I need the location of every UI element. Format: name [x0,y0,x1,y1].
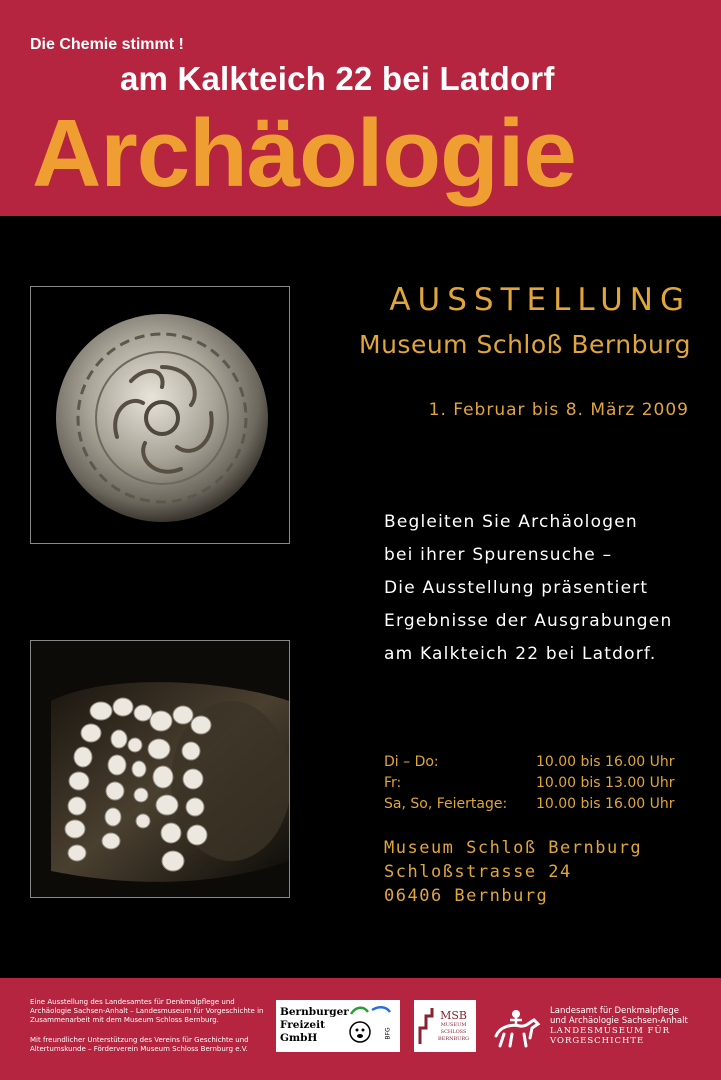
bfg-logo-line: GmbH [280,1032,318,1044]
page-title: Archäologie [32,100,576,207]
footer-support: Mit freundlicher Unterstützung des Vereins für Geschichte und Altertumskunde – Förderverein Museum Schloss Bernburg e.V. [30,1036,249,1053]
footer [0,978,721,1080]
msb-logo [414,1000,476,1052]
beads-photo [30,640,290,898]
subtitle: am Kalkteich 22 bei Latdorf [120,60,555,97]
description-line: bei ihrer Spurensuche – [384,545,613,565]
hours-time: 10.00 bis 16.00 Uhr [536,754,675,770]
msb-logo-line: MSB [440,1009,467,1022]
slogan: Die Chemie stimmt ! [30,36,184,53]
msb-logo-line: BERNBURG [438,1036,470,1042]
museum-name: Museum Schloß Bernburg [359,330,691,359]
address-line: Museum Schloß Bernburg [384,838,643,858]
msb-logo-line: MUSEUM [440,1022,467,1028]
lda-line: VORGESCHICHTE [550,1036,645,1046]
main-panel [0,216,721,978]
description-line: Die Ausstellung präsentiert [384,578,649,598]
hours-day: Di – Do: [384,754,439,770]
bfg-logo-line: Bernburger [280,1006,349,1018]
description-line: Ergebnisse der Ausgrabungen [384,611,673,631]
description-line: Begleiten Sie Archäologen [384,512,638,532]
footer-credit: Eine Ausstellung des Landesamtes für Denkmalpflege und Archäologie Sachsen-Anhalt – Landesmuseum für Vorgeschichte in Zusammenarbeit mit dem Museum Schloss Bernburg. [30,998,264,1024]
hours-time: 10.00 bis 16.00 Uhr [536,796,675,812]
lda-line: und Archäologie Sachsen-Anhalt [550,1016,688,1026]
exhibition-heading: AUSSTELLUNG [389,282,691,318]
bfg-logo [276,1000,400,1052]
bfg-tag: BFG [384,1027,392,1040]
hours-day: Fr: [384,775,402,791]
lda-line: LANDESMUSEUM FÜR [550,1026,670,1036]
msb-logo-line: SCHLOSS [440,1029,467,1035]
description-line: am Kalkteich 22 bei Latdorf. [384,644,657,664]
lda-line: Landesamt für Denkmalpflege [550,1006,680,1016]
hours-day: Sa, So, Feiertage: [384,796,508,812]
hours-row [384,773,694,794]
lda-logo-text [550,1006,688,1046]
header-banner [0,0,721,216]
address [384,836,642,908]
coin-photo [30,286,290,544]
hours-time: 10.00 bis 13.00 Uhr [536,775,675,791]
hours-row [384,794,694,815]
description [384,506,672,671]
address-line: 06406 Bernburg [384,886,549,906]
address-line: Schloßstrasse 24 [384,862,572,882]
bear-icon [346,1004,396,1048]
exhibition-dates: 1. Februar bis 8. März 2009 [428,400,689,420]
hours-row [384,752,694,773]
horse-rider-icon [490,1006,542,1048]
bfg-logo-line: Freizeit [280,1019,325,1031]
castle-icon [416,1004,438,1048]
opening-hours [384,752,694,815]
